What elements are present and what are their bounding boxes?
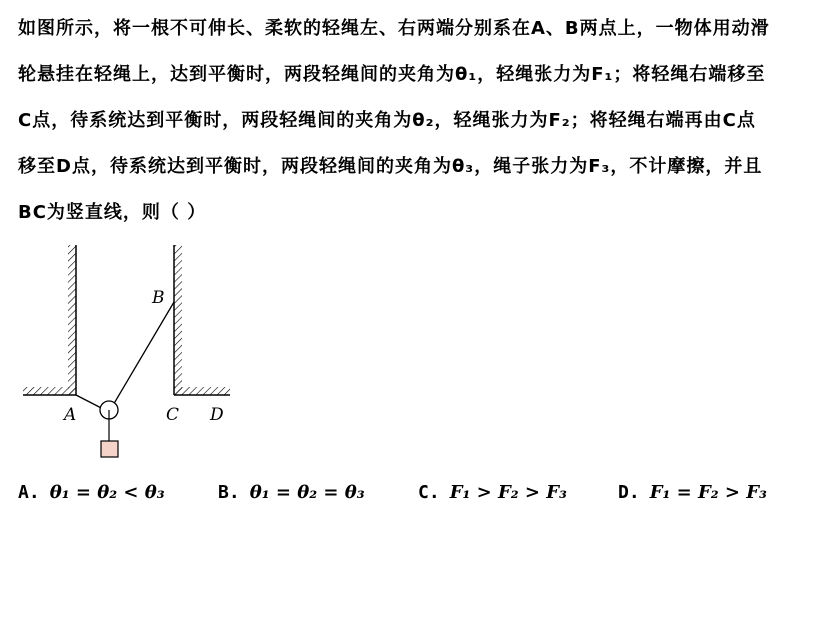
option-b-letter: B. (218, 482, 240, 503)
left-wall-hatch-vertical (68, 245, 76, 395)
option-d[interactable] (618, 482, 767, 503)
label-D: D (210, 405, 224, 425)
hanging-block (101, 441, 118, 457)
option-d-letter: D. (618, 482, 640, 503)
option-d-text: F₁ = F₂ > F₃ (649, 482, 767, 503)
right-wall-hatch-vertical (174, 245, 182, 395)
option-c[interactable] (418, 482, 567, 503)
label-A: A (64, 405, 77, 425)
option-b-text: θ₁ = θ₂ = θ₃ (249, 482, 365, 503)
option-b[interactable] (218, 482, 365, 503)
pulley-diagram (18, 240, 248, 465)
label-B: B (152, 288, 165, 308)
label-C: C (166, 405, 180, 425)
left-wall-hatch-horizontal (23, 387, 76, 395)
option-a-letter: A. (18, 482, 40, 503)
option-c-letter: C. (418, 482, 440, 503)
option-a-text: θ₁ = θ₂ < θ₃ (49, 482, 165, 503)
question-line-3: C点，待系统达到平衡时，两段轻绳间的夹角为θ₂，轻绳张力为F₂；将轻绳右端再由C点 (18, 110, 756, 131)
question-line-2: 轮悬挂在轻绳上，达到平衡时，两段轻绳间的夹角为θ₁，轻绳张力为F₁；将轻绳右端移至 (18, 64, 766, 85)
right-wall-hatch-horizontal (174, 387, 230, 395)
rope-right-segment (109, 302, 174, 412)
option-a[interactable] (18, 482, 165, 503)
question-line-5: BC为竖直线，则（ ） (18, 202, 207, 223)
question-line-1: 如图所示，将一根不可伸长、柔软的轻绳左、右两端分别系在A、B两点上，一物体用动滑 (18, 18, 770, 39)
option-c-text: F₁ > F₂ > F₃ (449, 482, 567, 503)
question-line-4: 移至D点，待系统达到平衡时，两段轻绳间的夹角为θ₃，绳子张力为F₃，不计摩擦，并且 (18, 156, 763, 177)
